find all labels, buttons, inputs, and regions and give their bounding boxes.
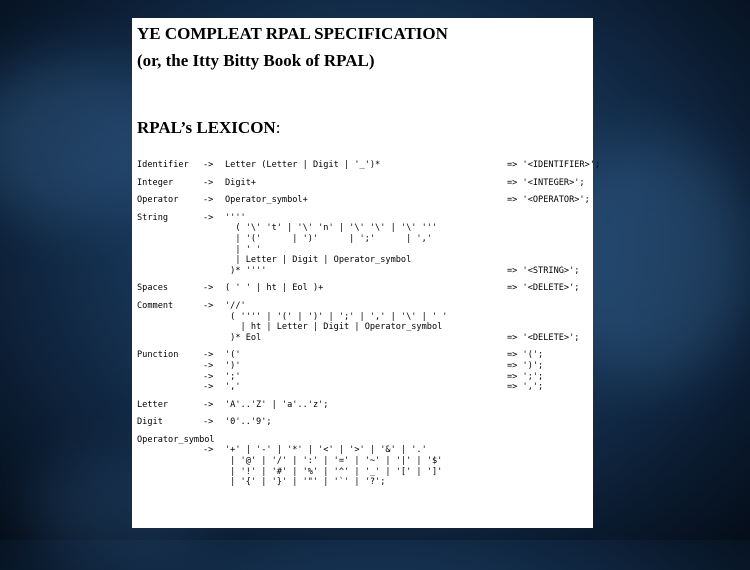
rule-body: | ' '	[225, 244, 262, 255]
rule-name	[137, 234, 203, 245]
rule-arrow: ->	[203, 360, 214, 371]
lexicon-heading	[137, 117, 589, 139]
rule-string	[137, 213, 589, 277]
rule-result	[507, 234, 589, 245]
grammar-line	[137, 283, 589, 294]
rule-body: )* ''''	[225, 265, 267, 276]
grammar-line	[137, 467, 589, 478]
rule-name: Operator_symbol	[137, 434, 215, 445]
rule-name: String	[137, 212, 169, 223]
rule-result	[507, 400, 589, 411]
rule-name	[137, 245, 203, 256]
rule-body: ''''	[225, 212, 246, 223]
rule-body: | '{' | '}' | '"' | '`' | '?';	[225, 477, 386, 488]
rule-body: | '!' | '#' | '%' | '^' | '_' | '[' | ']'	[225, 466, 443, 477]
rule-body: | ht | Letter | Digit | Operator_symbol	[225, 322, 443, 333]
rule-result: => '<OPERATOR>';	[507, 195, 590, 206]
rule-arrow	[203, 467, 225, 478]
rule-arrow	[203, 245, 225, 256]
grammar-line	[137, 456, 589, 467]
rule-result	[507, 467, 589, 478]
rule-body: Letter (Letter | Digit | '_')*	[225, 160, 381, 170]
rule-result	[507, 223, 589, 234]
rule-punction	[137, 350, 589, 392]
rule-result: => '(';	[507, 350, 544, 361]
rule-spaces	[137, 283, 589, 294]
rule-body: | '@' | '/' | ':' | '=' | '~' | '|' | '$'	[225, 456, 443, 467]
rule-name	[137, 322, 203, 333]
rule-arrow: ->	[203, 350, 214, 361]
grammar-line	[137, 234, 589, 245]
rule-arrow	[203, 255, 225, 266]
rule-body: )* Eol	[225, 332, 262, 343]
rule-result	[507, 445, 589, 456]
rule-body: | '(' | ')' | ';' | ','	[225, 233, 432, 244]
rule-name	[137, 445, 203, 456]
rule-body: ')'	[225, 360, 241, 371]
rule-body: ','	[225, 382, 241, 393]
rule-arrow: ->	[203, 300, 214, 311]
rule-name: Punction	[137, 350, 179, 361]
rule-arrow	[203, 223, 225, 234]
rule-body: ( '\' 't' | '\' 'n' | '\' '\' | '\' '''	[225, 223, 438, 234]
rule-body: Operator_symbol+	[225, 195, 308, 206]
grammar-line	[137, 322, 589, 333]
document-page	[132, 18, 601, 528]
rule-result	[507, 477, 589, 488]
lexicon-heading-colon: :	[275, 118, 281, 137]
rule-body: ( ' ' | ht | Eol )+	[225, 283, 324, 294]
rule-name	[137, 361, 203, 372]
grammar-line	[137, 333, 589, 344]
grammar-line	[137, 312, 589, 323]
rule-result: => ';';	[507, 371, 544, 382]
rule-result	[507, 301, 589, 312]
rule-result	[507, 456, 589, 467]
rule-identifier	[137, 160, 601, 171]
rule-arrow: ->	[203, 399, 214, 410]
grammar-line	[137, 255, 589, 266]
grammar-line	[137, 178, 589, 189]
rule-body: ';'	[225, 371, 241, 382]
rule-arrow: ->	[203, 371, 214, 382]
rule-body: Digit+	[225, 177, 257, 188]
rule-body: ( '''' | '(' | ')' | ';' | ',' | '\' | ' '	[225, 311, 448, 322]
grammar-line	[137, 301, 589, 312]
rule-result	[507, 312, 589, 323]
rule-name	[137, 223, 203, 234]
rule-name	[137, 333, 203, 344]
grammar-line	[137, 400, 589, 411]
rule-name	[137, 456, 203, 467]
rule-result: => '<STRING>';	[507, 265, 580, 276]
rule-result: => ')';	[507, 360, 544, 371]
rule-operator	[137, 195, 589, 206]
rule-name: Identifier	[137, 160, 189, 170]
rule-arrow: ->	[203, 160, 214, 170]
rule-result	[507, 245, 589, 256]
rule-body: '//'	[225, 300, 246, 311]
rule-name	[137, 266, 203, 277]
rule-arrow: ->	[203, 445, 214, 456]
rule-arrow: ->	[203, 195, 214, 206]
lexicon-heading-text: RPAL’s LEXICON	[137, 118, 276, 137]
grammar-line	[137, 382, 589, 393]
rule-name	[137, 467, 203, 478]
rule-arrow	[203, 333, 225, 344]
rule-name	[137, 477, 203, 488]
rule-body: 'A'..'Z' | 'a'..'z';	[225, 399, 329, 410]
rule-comment	[137, 301, 589, 343]
rule-name	[137, 255, 203, 266]
rule-result: => ',';	[507, 382, 544, 393]
rule-result: => '<IDENTIFIER>';	[507, 160, 601, 170]
rule-arrow	[203, 312, 225, 323]
rule-operator-symbol	[137, 435, 589, 488]
rule-integer	[137, 178, 589, 189]
rule-arrow: ->	[203, 177, 214, 188]
rule-body: '('	[225, 350, 241, 361]
rule-result	[507, 255, 589, 266]
grammar-line	[137, 213, 589, 224]
rule-body: '+' | '-' | '*' | '<' | '>' | '&' | '.'	[225, 445, 427, 456]
rule-name: Comment	[137, 300, 174, 311]
rule-result	[507, 417, 589, 428]
grammar-line	[137, 350, 589, 361]
page-subtitle: (or, the Itty Bitty Book of RPAL)	[137, 51, 375, 70]
rule-arrow	[203, 456, 225, 467]
grammar-line	[137, 417, 589, 428]
rule-name	[137, 372, 203, 383]
rule-arrow: ->	[203, 417, 214, 428]
rule-body: '0'..'9';	[225, 417, 272, 428]
grammar-line	[137, 266, 589, 277]
page-title: YE COMPLEAT RPAL SPECIFICATION	[137, 24, 448, 43]
rule-arrow: ->	[203, 283, 214, 294]
grammar-line	[137, 223, 589, 234]
rule-arrow	[203, 322, 225, 333]
rule-name: Operator	[137, 195, 179, 206]
rule-name: Spaces	[137, 283, 169, 294]
grammar-line	[137, 445, 589, 456]
rule-arrow	[203, 266, 225, 277]
rule-result: => '<INTEGER>';	[507, 177, 585, 188]
rule-name	[137, 312, 203, 323]
rule-arrow: ->	[203, 382, 214, 393]
rule-letter	[137, 400, 589, 411]
rule-arrow	[203, 234, 225, 245]
rule-digit	[137, 417, 589, 428]
grammar-line	[137, 245, 589, 256]
grammar-line	[137, 361, 589, 372]
rule-arrow	[203, 477, 225, 488]
grammar-line	[137, 160, 601, 171]
grammar-line	[137, 372, 589, 383]
rule-name: Integer	[137, 177, 174, 188]
rule-result	[507, 322, 589, 333]
rule-name: Digit	[137, 417, 163, 428]
grammar-line	[137, 195, 589, 206]
grammar-line	[137, 435, 589, 446]
rule-body: | Letter | Digit | Operator_symbol	[225, 255, 412, 266]
rule-name: Letter	[137, 399, 169, 410]
grammar-line	[137, 477, 589, 488]
lexicon-grammar	[137, 160, 601, 488]
rule-result: => '<DELETE>';	[507, 283, 580, 294]
rule-arrow: ->	[203, 212, 214, 223]
rule-result	[507, 213, 589, 224]
rule-result: => '<DELETE>';	[507, 332, 580, 343]
rule-name	[137, 382, 203, 393]
